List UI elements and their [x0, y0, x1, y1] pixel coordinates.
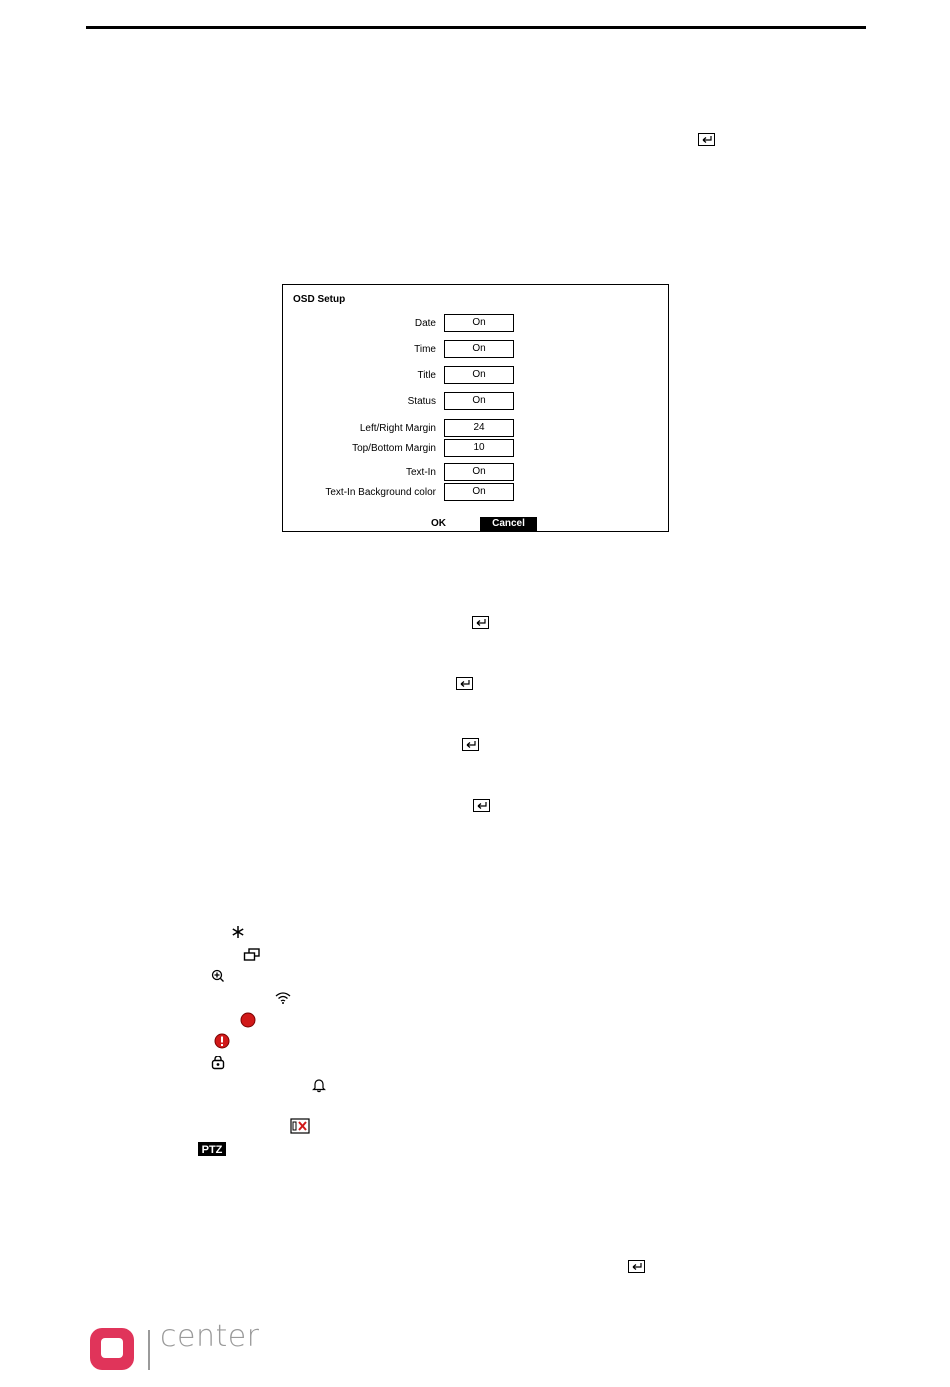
- title-label: Title: [417, 370, 436, 381]
- ptz-icon-label: PTZ: [201, 1144, 223, 1156]
- left-right-margin-label: Left/Right Margin: [359, 423, 436, 434]
- text-in-background-color-field[interactable]: On: [444, 483, 514, 501]
- ptz-icon: [198, 1142, 226, 1156]
- date-label: Date: [414, 318, 436, 329]
- bell-icon: [312, 1077, 326, 1093]
- enter-key-icon: [472, 616, 489, 629]
- top-bottom-margin-label: Top/Bottom Margin: [352, 443, 436, 454]
- time-field[interactable]: On: [444, 340, 514, 358]
- osd-setup-dialog: [282, 284, 669, 532]
- zoom-icon: [211, 969, 225, 983]
- enter-key-icon: [698, 133, 715, 146]
- enter-key-icon: [462, 738, 479, 751]
- enter-key-icon: [628, 1260, 645, 1273]
- title-field[interactable]: On: [444, 366, 514, 384]
- status-field[interactable]: On: [444, 392, 514, 410]
- header-rule: [86, 26, 866, 29]
- text-in-field[interactable]: On: [444, 463, 514, 481]
- asterisk-icon: [231, 925, 245, 939]
- time-label: Time: [414, 344, 436, 355]
- record-icon: [240, 1012, 256, 1028]
- sequence-icon: [243, 948, 261, 962]
- lock-icon: [211, 1056, 225, 1070]
- date-field[interactable]: On: [444, 314, 514, 332]
- text-in-label: Text-In: [405, 467, 436, 478]
- network-icon: [274, 991, 292, 1005]
- logo-mark-icon: [88, 1326, 136, 1372]
- text-in-background-color-label: Text-In Background color: [325, 487, 436, 498]
- ok-button[interactable]: OK: [431, 518, 446, 529]
- cancel-button[interactable]: Cancel: [480, 517, 537, 531]
- enter-key-icon: [456, 677, 473, 690]
- left-right-margin-field[interactable]: 24: [444, 419, 514, 437]
- video-loss-icon: [290, 1118, 310, 1134]
- logo-text: center: [160, 1319, 260, 1354]
- enter-key-icon: [473, 799, 490, 812]
- dialog-title: OSD Setup: [293, 294, 346, 305]
- alarm-record-icon: [214, 1033, 230, 1049]
- top-bottom-margin-field[interactable]: 10: [444, 439, 514, 457]
- status-label: Status: [407, 396, 436, 407]
- logo-divider: [148, 1330, 150, 1370]
